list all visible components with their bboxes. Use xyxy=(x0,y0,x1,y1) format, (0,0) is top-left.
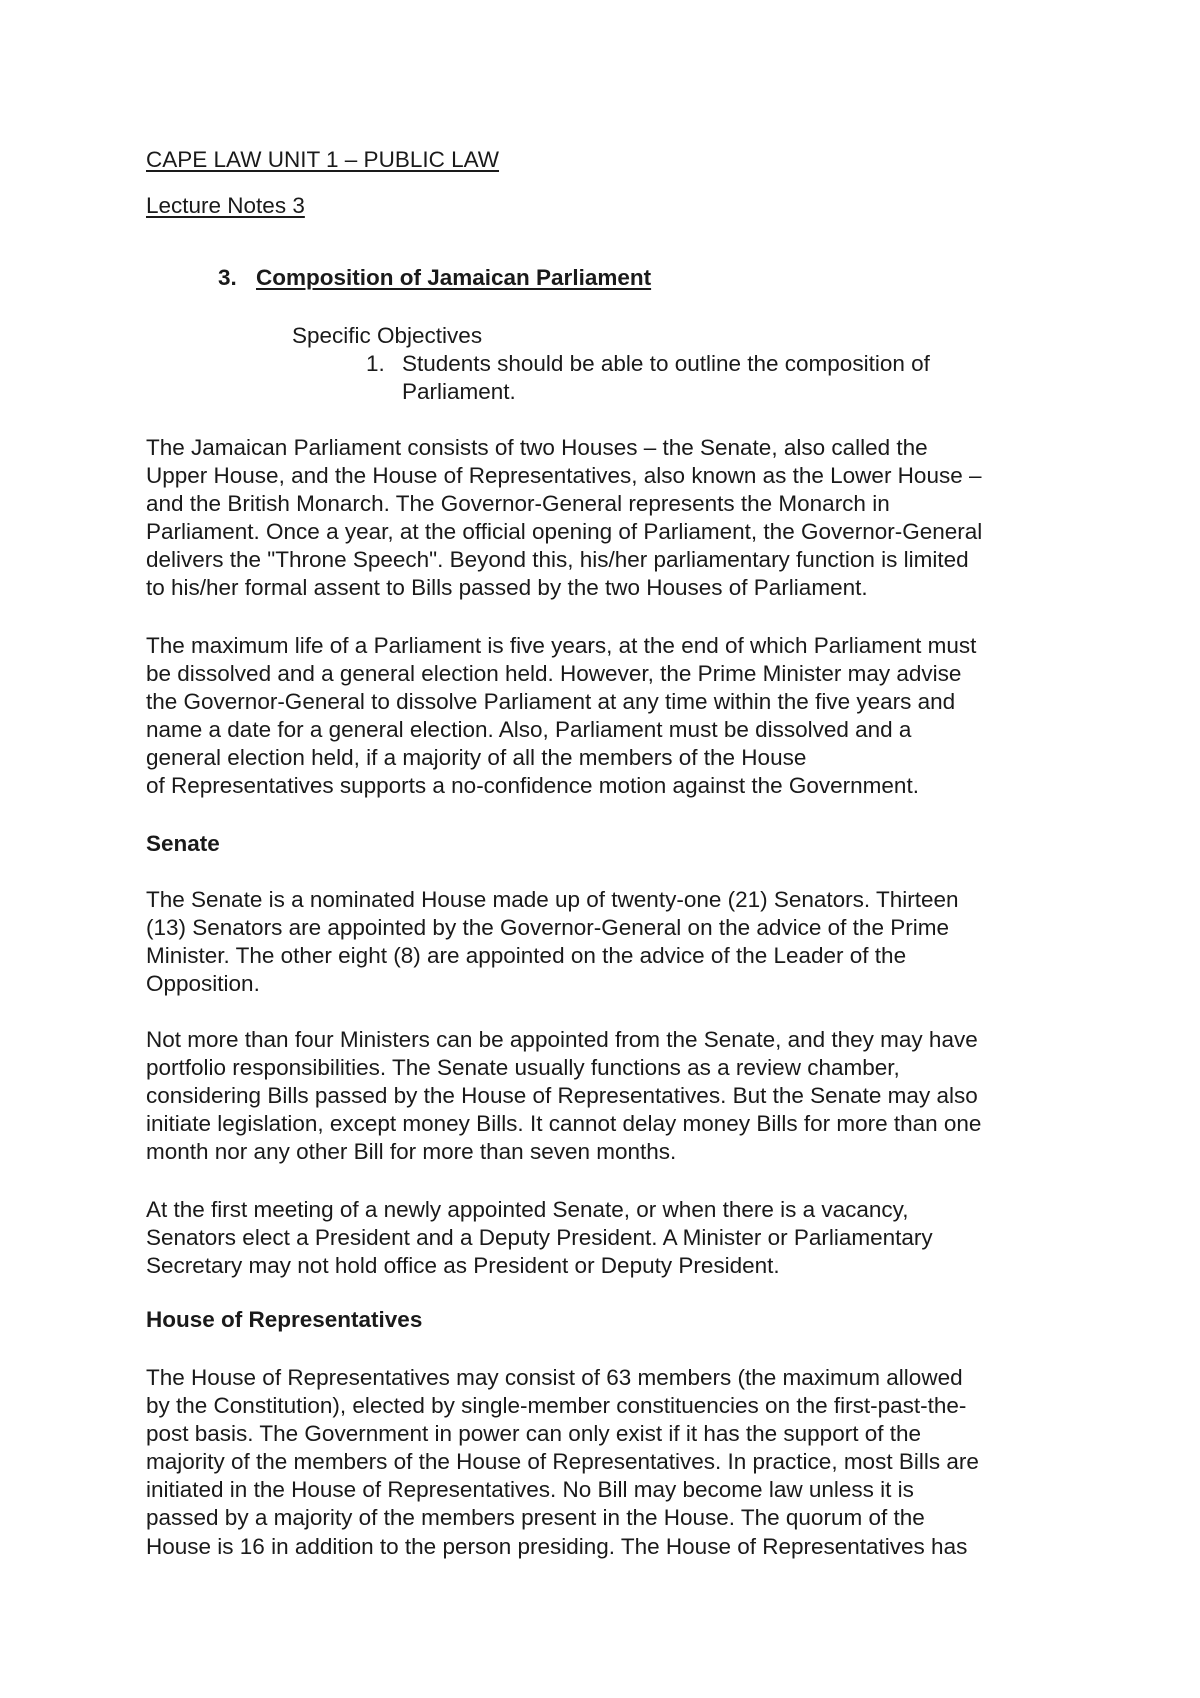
text-line: Senators elect a President and a Deputy President. A Minister or Parliamentary xyxy=(146,1225,933,1251)
objective-line: Students should be able to outline the composition of xyxy=(402,351,930,376)
text-line: considering Bills passed by the House of Representatives. But the Senate may also xyxy=(146,1083,978,1109)
paragraph-house-composition xyxy=(146,1364,1061,1561)
text-line: Minister. The other eight (8) are appointed on the advice of the Leader of the xyxy=(146,943,907,969)
text-line: Upper House, and the House of Representatives, also known as the Lower House – xyxy=(146,463,982,489)
objectives-label: Specific Objectives xyxy=(292,323,483,348)
text-line: name a date for a general election. Also, Parliament must be dissolved and a xyxy=(146,717,912,743)
text-line: and the British Monarch. The Governor-General represents the Monarch in xyxy=(146,491,890,517)
text-line: The Jamaican Parliament consists of two Houses – the Senate, also called the xyxy=(146,435,928,460)
text-line: post basis. The Government in power can only exist if it has the support of the xyxy=(146,1421,921,1447)
text-line: The House of Representatives may consist of 63 members (the maximum allowed xyxy=(146,1365,963,1390)
paragraph-senate-composition xyxy=(146,886,1061,998)
document-title: CAPE LAW UNIT 1 – PUBLIC LAW xyxy=(146,147,500,172)
document-subtitle: Lecture Notes 3 xyxy=(146,193,305,218)
paragraph-senate-ministers xyxy=(146,1026,1061,1166)
text-line: general election held, if a majority of all the members of the House xyxy=(146,745,807,771)
text-line: of Representatives supports a no-confidence motion against the Government. xyxy=(146,773,919,799)
text-line: be dissolved and a general election held. However, the Prime Minister may advise xyxy=(146,661,962,687)
section-number: 3. xyxy=(218,265,237,290)
text-line: the Governor-General to dissolve Parliament at any time within the five years and xyxy=(146,689,956,715)
text-line: by the Constitution), elected by single-member constituencies on the first-past-the- xyxy=(146,1393,967,1419)
objective-text xyxy=(402,350,930,406)
senate-heading: Senate xyxy=(146,831,220,856)
text-line: House is 16 in addition to the person presiding. The House of Representatives has xyxy=(146,1533,968,1559)
text-line: initiate legislation, except money Bills. It cannot delay money Bills for more than one xyxy=(146,1111,982,1137)
text-line: At the first meeting of a newly appointed Senate, or when there is a vacancy, xyxy=(146,1197,909,1222)
text-line: portfolio responsibilities. The Senate usually functions as a review chamber, xyxy=(146,1055,900,1081)
text-line: to his/her formal assent to Bills passed by the two Houses of Parliament. xyxy=(146,575,868,601)
text-line: Opposition. xyxy=(146,971,260,997)
text-line: majority of the members of the House of Representatives. In practice, most Bills are xyxy=(146,1449,979,1475)
objective-number: 1. xyxy=(366,351,385,376)
text-line: initiated in the House of Representatives. No Bill may become law unless it is xyxy=(146,1477,914,1503)
paragraph-senate-president xyxy=(146,1196,1061,1280)
objective-line: Parliament. xyxy=(402,379,516,405)
text-line: The maximum life of a Parliament is five years, at the end of which Parliament must xyxy=(146,633,977,658)
text-line: Secretary may not hold office as President or Deputy President. xyxy=(146,1253,780,1279)
text-line: month nor any other Bill for more than seven months. xyxy=(146,1139,677,1165)
section-heading: Composition of Jamaican Parliament xyxy=(256,265,652,290)
text-line: (13) Senators are appointed by the Governor-General on the advice of the Prime xyxy=(146,915,949,941)
paragraph-parliament-life xyxy=(146,632,1061,801)
text-line: Not more than four Ministers can be appointed from the Senate, and they may have xyxy=(146,1027,978,1052)
text-line: Parliament. Once a year, at the official opening of Parliament, the Governor-General xyxy=(146,519,983,545)
paragraph-intro xyxy=(146,434,1061,603)
text-line: delivers the "Throne Speech". Beyond this, his/her parliamentary function is limited xyxy=(146,547,969,573)
text-line: passed by a majority of the members present in the House. The quorum of the xyxy=(146,1505,925,1531)
text-line: The Senate is a nominated House made up of twenty-one (21) Senators. Thirteen xyxy=(146,887,959,912)
house-heading: House of Representatives xyxy=(146,1307,423,1332)
